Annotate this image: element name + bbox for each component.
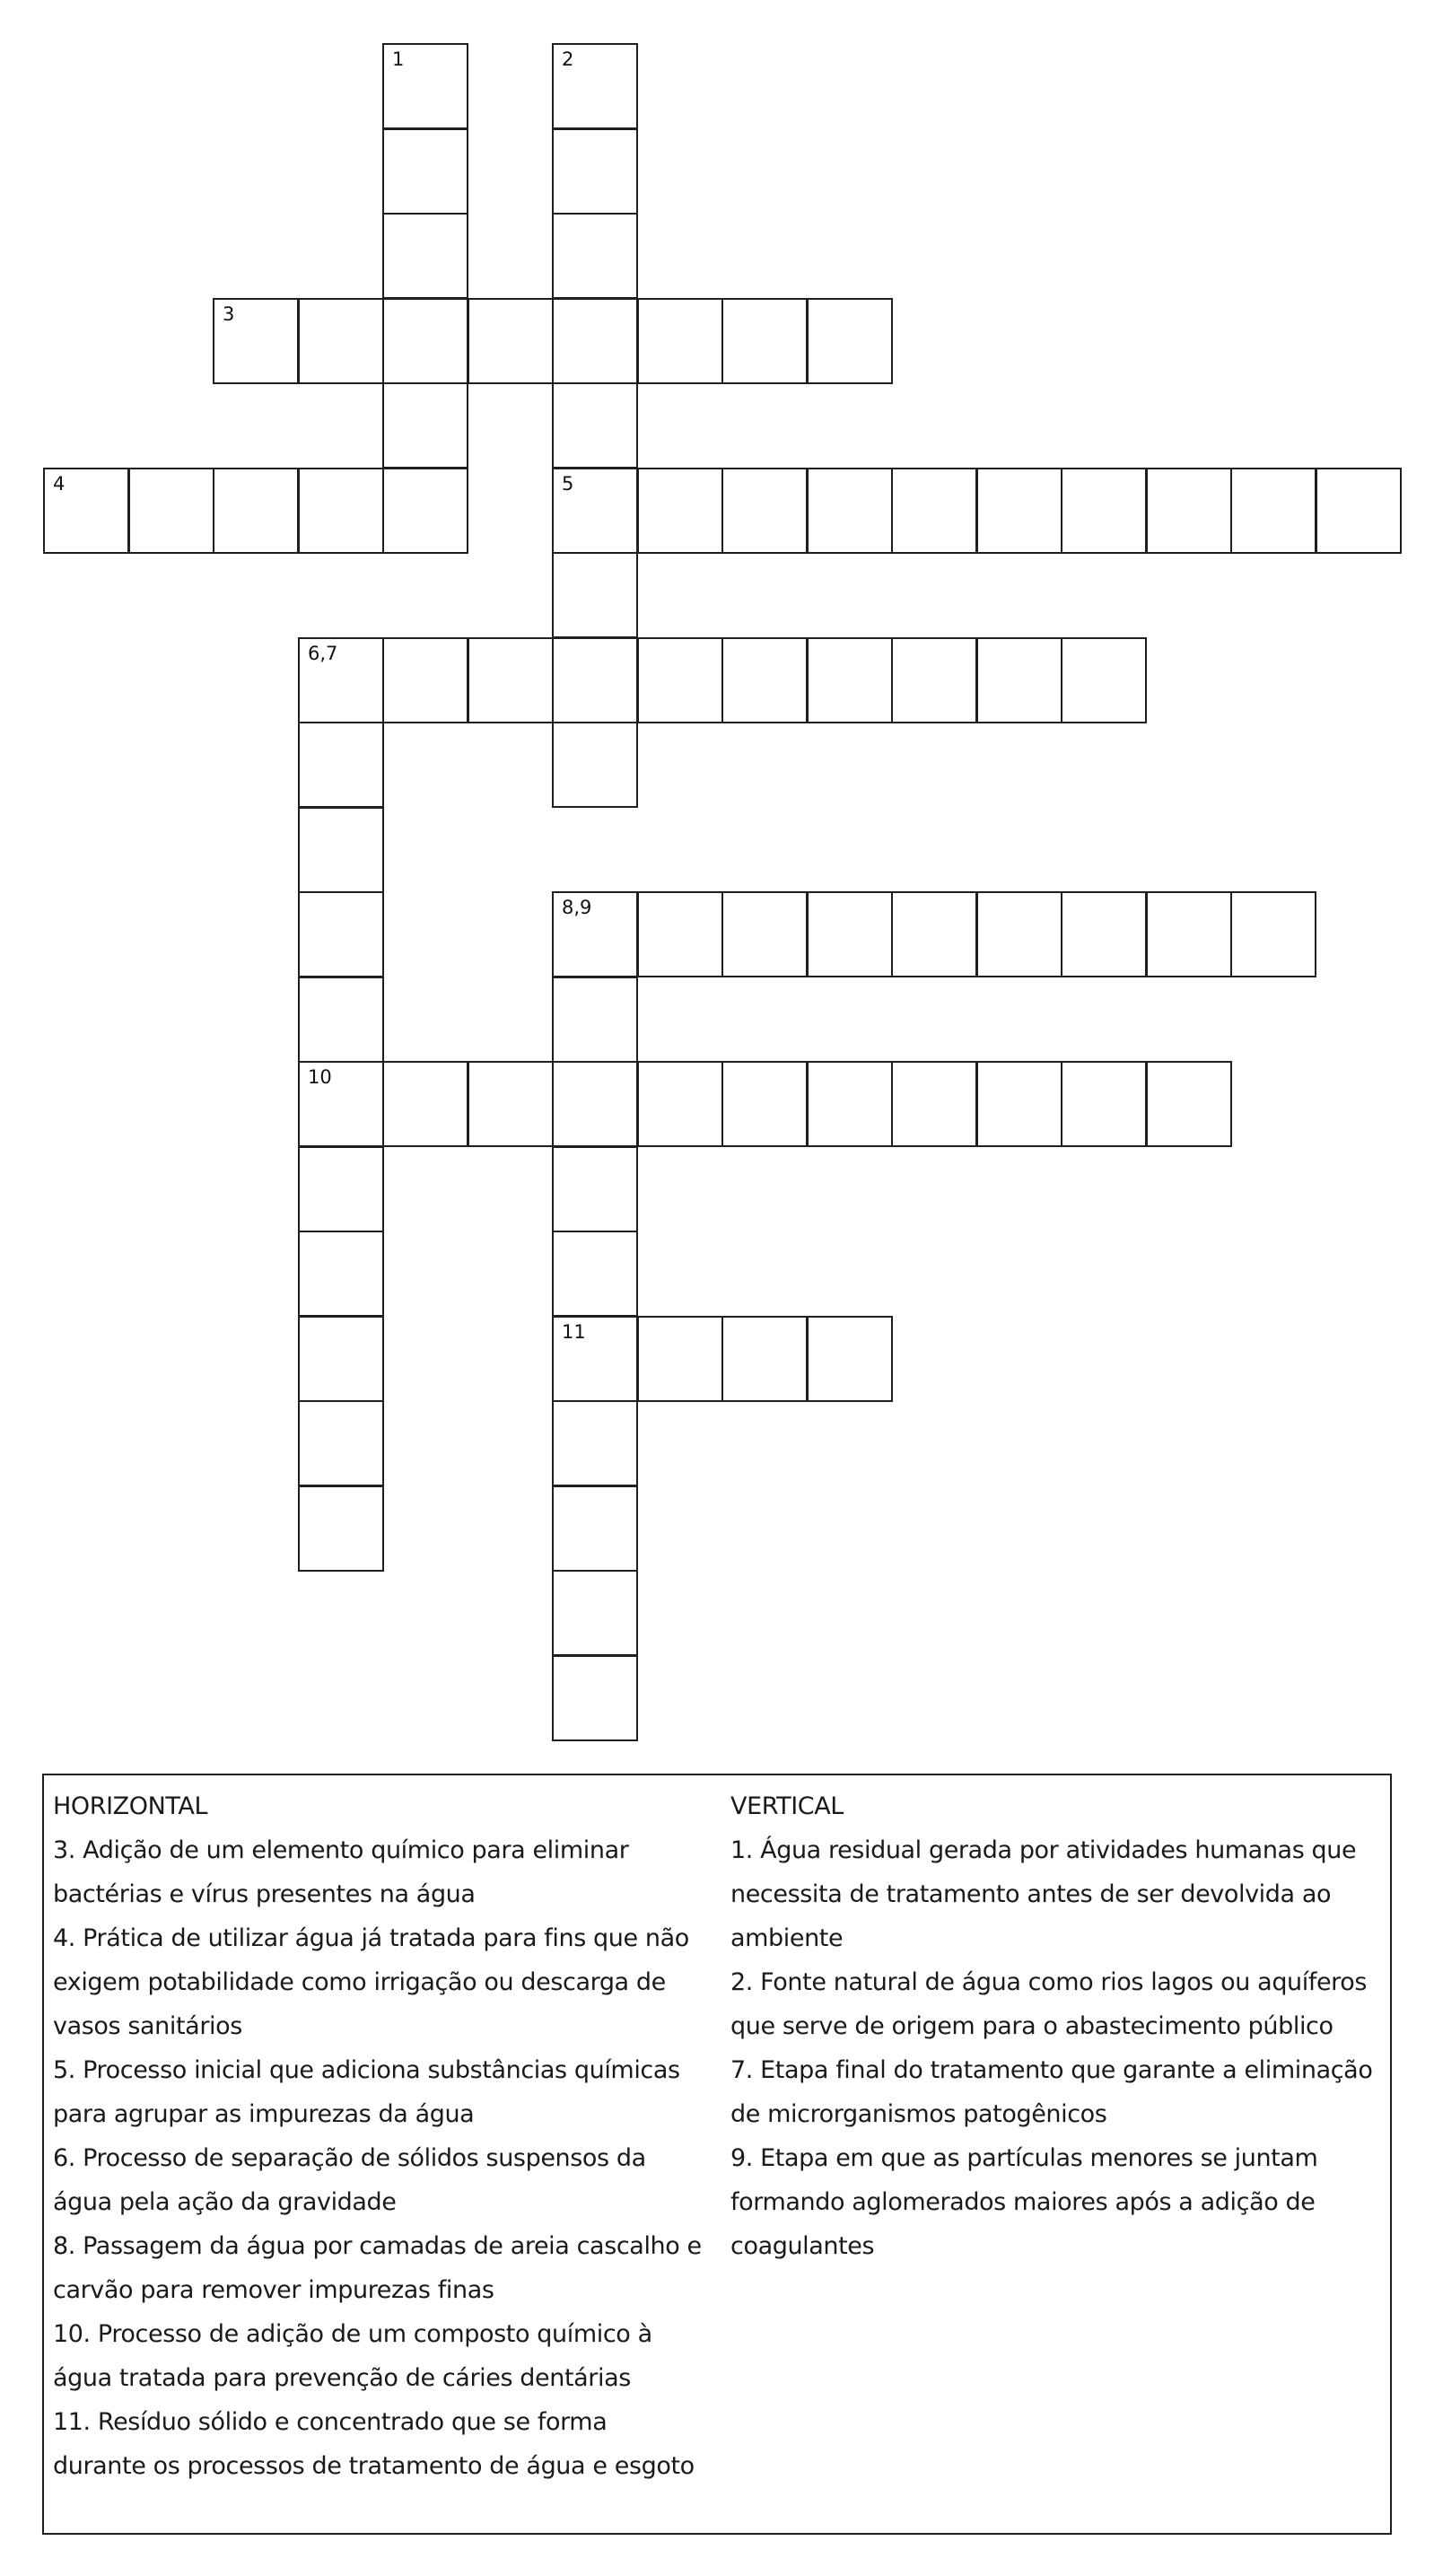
horizontal-clue-line: 8. Passagem da água por camadas de areia cascalho e xyxy=(53,2232,702,2260)
crossword-cell[interactable] xyxy=(976,637,1062,723)
crossword-cell[interactable] xyxy=(298,1146,384,1232)
crossword-cell[interactable] xyxy=(891,637,977,723)
vertical-clues-column xyxy=(730,1784,1386,2268)
horizontal-clue-line: água pela ação da gravidade xyxy=(53,2188,397,2216)
crossword-cell[interactable] xyxy=(807,891,893,977)
crossword-cell[interactable] xyxy=(213,468,299,554)
crossword-cell[interactable] xyxy=(807,637,893,723)
crossword-cell[interactable] xyxy=(891,1061,977,1147)
crossword-cell[interactable] xyxy=(807,298,893,384)
crossword-cell[interactable] xyxy=(552,128,638,215)
crossword-cell[interactable] xyxy=(382,637,468,723)
crossword-cell[interactable] xyxy=(552,1146,638,1232)
vertical-heading: VERTICAL xyxy=(730,1792,844,1820)
crossword-cell[interactable] xyxy=(128,468,214,554)
horizontal-clue-line: vasos sanitários xyxy=(53,2012,242,2040)
horizontal-clues-column xyxy=(53,1784,726,2488)
crossword-cell[interactable] xyxy=(552,468,638,554)
crossword-cell[interactable] xyxy=(468,1061,554,1147)
vertical-clue-list xyxy=(730,1828,1386,2268)
crossword-cell[interactable] xyxy=(382,298,468,384)
crossword-cell[interactable] xyxy=(1061,637,1147,723)
crossword-cell[interactable] xyxy=(552,891,638,977)
horizontal-clue-line: exigem potabilidade como irrigação ou descarga de xyxy=(53,1968,666,1996)
crossword-cell[interactable] xyxy=(807,1316,893,1402)
clue-number-label: 5 xyxy=(562,473,574,495)
crossword-cell[interactable] xyxy=(637,468,723,554)
crossword-cell[interactable] xyxy=(298,298,384,384)
crossword-cell[interactable] xyxy=(976,468,1062,554)
horizontal-clue-line: 4. Prática de utilizar água já tratada para fins que não xyxy=(53,1924,689,1952)
crossword-cell[interactable] xyxy=(298,807,384,893)
horizontal-clue-line: 11. Resíduo sólido e concentrado que se forma xyxy=(53,2408,608,2436)
crossword-cell[interactable] xyxy=(1230,891,1316,977)
crossword-cell[interactable] xyxy=(298,1231,384,1317)
clue-number-label: 10 xyxy=(308,1066,332,1088)
crossword-cell[interactable] xyxy=(807,1061,893,1147)
crossword-cell[interactable] xyxy=(213,298,299,384)
crossword-cell[interactable] xyxy=(1146,1061,1232,1147)
vertical-clue-line: de microrganismos patogênicos xyxy=(730,2100,1107,2128)
horizontal-heading: HORIZONTAL xyxy=(53,1792,208,1820)
crossword-cell[interactable] xyxy=(298,722,384,808)
crossword-cell[interactable] xyxy=(1146,891,1232,977)
crossword-cell[interactable] xyxy=(1316,468,1402,554)
vertical-clue-line: formando aglomerados maiores após a adição de xyxy=(730,2188,1316,2216)
crossword-cell[interactable] xyxy=(382,382,468,469)
vertical-clue-line: necessita de tratamento antes de ser devolvida ao xyxy=(730,1880,1332,1908)
clues-panel xyxy=(42,1774,1392,2535)
horizontal-clue-line: 6. Processo de separação de sólidos suspensos da xyxy=(53,2144,646,2172)
crossword-cell[interactable] xyxy=(1146,468,1232,554)
horizontal-clue-line: 10. Processo de adição de um composto químico à xyxy=(53,2320,652,2348)
crossword-cell[interactable] xyxy=(637,891,723,977)
crossword-cell[interactable] xyxy=(382,1061,468,1147)
horizontal-clue-line: água tratada para prevenção de cáries dentárias xyxy=(53,2364,631,2392)
crossword-cell[interactable] xyxy=(807,468,893,554)
horizontal-clue-line: bactérias e vírus presentes na água xyxy=(53,1880,476,1908)
crossword-cell[interactable] xyxy=(1230,468,1316,554)
crossword-cell[interactable] xyxy=(1061,468,1147,554)
crossword-cell[interactable] xyxy=(721,468,808,554)
vertical-clue-line: coagulantes xyxy=(730,2232,875,2260)
crossword-cell[interactable] xyxy=(721,637,808,723)
crossword-cell[interactable] xyxy=(298,1061,384,1147)
vertical-clue-line: ambiente xyxy=(730,1924,844,1952)
crossword-cell[interactable] xyxy=(382,468,468,554)
crossword-cell[interactable] xyxy=(552,1655,638,1741)
crossword-cell[interactable] xyxy=(637,1316,723,1402)
crossword-cell[interactable] xyxy=(552,552,638,638)
horizontal-clue-line: 3. Adição de um elemento químico para eliminar xyxy=(53,1836,629,1864)
crossword-cell[interactable] xyxy=(637,1061,723,1147)
crossword-cell[interactable] xyxy=(1061,1061,1147,1147)
vertical-clue-line: 9. Etapa em que as partículas menores se juntam xyxy=(730,2144,1318,2172)
crossword-cell[interactable] xyxy=(298,1485,384,1572)
crossword-cell[interactable] xyxy=(721,1316,808,1402)
clue-number-label: 4 xyxy=(53,473,66,495)
crossword-cell[interactable] xyxy=(552,43,638,129)
horizontal-clue-line: durante os processos de tratamento de água e esgoto xyxy=(53,2452,695,2480)
vertical-clue-line: 7. Etapa final do tratamento que garante a eliminação xyxy=(730,2056,1373,2084)
crossword-cell[interactable] xyxy=(552,1061,638,1147)
crossword-cell[interactable] xyxy=(552,1316,638,1402)
crossword-cell[interactable] xyxy=(721,891,808,977)
crossword-cell[interactable] xyxy=(891,891,977,977)
clue-number-label: 11 xyxy=(562,1321,586,1343)
crossword-cell[interactable] xyxy=(552,1231,638,1317)
crossword-cell[interactable] xyxy=(552,1400,638,1486)
clue-number-label: 8,9 xyxy=(562,897,592,918)
crossword-cell[interactable] xyxy=(298,468,384,554)
crossword-cell[interactable] xyxy=(382,213,468,299)
clue-number-label: 2 xyxy=(562,48,574,70)
vertical-clue-line: 1. Água residual gerada por atividades humanas que xyxy=(730,1836,1357,1864)
horizontal-clue-line: para agrupar as impurezas da água xyxy=(53,2100,475,2128)
crossword-cell[interactable] xyxy=(382,43,468,129)
vertical-clue-line: 2. Fonte natural de água como rios lagos ou aquíferos xyxy=(730,1968,1368,1996)
vertical-clue-line: que serve de origem para o abastecimento público xyxy=(730,2012,1333,2040)
crossword-cell[interactable] xyxy=(298,977,384,1063)
crossword-cell[interactable] xyxy=(552,1570,638,1656)
crossword-cell[interactable] xyxy=(43,468,129,554)
clue-number-label: 6,7 xyxy=(308,643,338,664)
crossword-cell[interactable] xyxy=(721,1061,808,1147)
crossword-cell[interactable] xyxy=(552,298,638,384)
crossword-cell[interactable] xyxy=(637,298,723,384)
horizontal-clue-list xyxy=(53,1828,726,2488)
crossword-cell[interactable] xyxy=(468,298,554,384)
crossword-cell[interactable] xyxy=(468,637,554,723)
crossword-cell[interactable] xyxy=(552,1485,638,1572)
crossword-cell[interactable] xyxy=(637,637,723,723)
crossword-cell[interactable] xyxy=(552,977,638,1063)
crossword-cell[interactable] xyxy=(1061,891,1147,977)
horizontal-clue-line: 5. Processo inicial que adiciona substâncias químicas xyxy=(53,2056,680,2084)
crossword-cell[interactable] xyxy=(721,298,808,384)
clue-number-label: 3 xyxy=(223,303,235,325)
crossword-cell[interactable] xyxy=(976,891,1062,977)
clue-number-label: 1 xyxy=(392,48,405,70)
crossword-cell[interactable] xyxy=(298,1400,384,1486)
crossword-cell[interactable] xyxy=(552,213,638,299)
horizontal-clue-line: carvão para remover impurezas finas xyxy=(53,2276,494,2304)
crossword-cell[interactable] xyxy=(976,1061,1062,1147)
crossword-cell[interactable] xyxy=(382,128,468,215)
crossword-cell[interactable] xyxy=(552,382,638,469)
crossword-cell[interactable] xyxy=(298,891,384,977)
crossword-cell[interactable] xyxy=(298,637,384,723)
crossword-cell[interactable] xyxy=(552,637,638,723)
crossword-cell[interactable] xyxy=(298,1316,384,1402)
crossword-cell[interactable] xyxy=(891,468,977,554)
crossword-cell[interactable] xyxy=(552,722,638,808)
